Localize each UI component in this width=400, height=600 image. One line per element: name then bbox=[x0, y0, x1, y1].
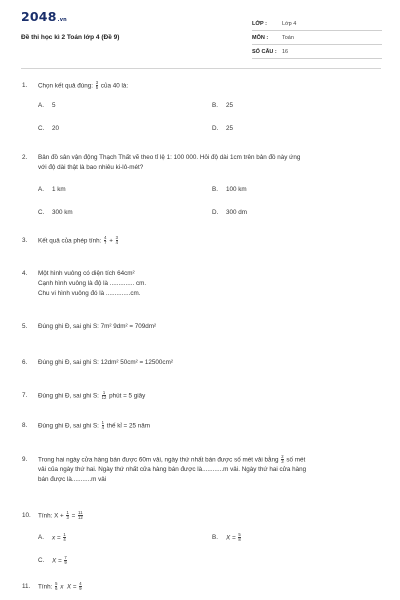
option-c[interactable]: C. X = $\frac{7}{9}$ bbox=[38, 555, 67, 566]
fraction: $\frac{4}{7}$ bbox=[104, 235, 107, 246]
fraction: $\frac{1}{4}$ bbox=[101, 420, 104, 431]
question-number: 11. bbox=[22, 583, 31, 590]
question-text: Đúng ghi Đ, sai ghi S: 12dm² 50cm² = 12500cm² bbox=[38, 359, 173, 366]
question-text: Đúng ghi Đ, sai ghi S: $\frac{1}{12}$ phút = 5 giây bbox=[38, 390, 146, 401]
meta-value: 16 bbox=[282, 48, 289, 55]
question-number: 3. bbox=[22, 237, 28, 244]
meta-label: LỚP : bbox=[252, 20, 267, 27]
option-a[interactable]: A. x = $\frac{1}{4}$ bbox=[38, 532, 66, 543]
question-number: 9. bbox=[22, 456, 28, 463]
meta-value: Toán bbox=[282, 34, 294, 41]
fraction: $\frac{1}{3}$ bbox=[66, 510, 69, 521]
fraction: $\frac{5}{8}$ bbox=[238, 532, 241, 543]
question-text: Một hình vuông có diện tích 64cm² Cạnh hình vuông là độ là .............. cm. Chu vi hình vuông đó là ..............cm. bbox=[38, 270, 147, 297]
option-d[interactable]: D. 300 dm bbox=[212, 209, 248, 216]
question-text: Chọn kết quả đúng: $\frac{3}{5}$ của 40 là: bbox=[38, 80, 129, 91]
question-number: 6. bbox=[22, 359, 28, 366]
page-title: Đề thi học kì 2 Toán lớp 4 (Đề 9) bbox=[21, 34, 120, 41]
question-text: Kết quả của phép tính: $\frac{4}{7}$ + $\frac{3}{4}$ bbox=[38, 235, 118, 246]
header-divider bbox=[21, 68, 381, 69]
question-text: Tính: X + $\frac{1}{3}$ = $\frac{11}{12}$ bbox=[38, 510, 83, 521]
fraction: $\frac{3}{4}$ bbox=[115, 235, 118, 246]
question-number: 10. bbox=[22, 512, 31, 519]
meta-row-question-count bbox=[252, 45, 382, 59]
fraction: $\frac{7}{9}$ bbox=[64, 555, 67, 566]
question-number: 2. bbox=[22, 154, 28, 161]
question-number: 5. bbox=[22, 323, 28, 330]
option-a[interactable]: A. 5 bbox=[38, 102, 56, 109]
fraction: $\frac{5}{6}$ bbox=[55, 581, 58, 592]
exam-meta bbox=[252, 17, 382, 59]
question-text: Trong hai ngày cửa hàng bán được 60m vải, ngày thứ nhất bán được số mét vải bằng $\frac{2}{3}$ số mét vải của ngày thứ hai. Ngày thứ nhất cửa hàng bán được là............m vải. Ngày thứ hai cửa hàng bán được là...........m vải bbox=[38, 454, 307, 484]
option-b[interactable]: B. 100 km bbox=[212, 186, 247, 193]
fraction: $\frac{3}{5}$ bbox=[95, 80, 99, 91]
question-number: 7. bbox=[22, 392, 28, 399]
fraction: $\frac{1}{12}$ bbox=[101, 390, 107, 401]
question-number: 8. bbox=[22, 422, 28, 429]
question-text: Bản đồ sân vận động Thạch Thất vẽ theo tỉ lệ 1: 100 000. Hỏi độ dài 1cm trên bản đồ này ứng với độ dài thật là bao nhiêu ki-lô-mét? bbox=[38, 154, 301, 171]
question-text: Đúng ghi Đ, sai ghi S: 7m² 9dm² = 709dm² bbox=[38, 323, 157, 330]
option-b[interactable]: B. 25 bbox=[212, 102, 234, 109]
meta-row-subject bbox=[252, 31, 382, 45]
fraction: $\frac{11}{12}$ bbox=[78, 510, 83, 521]
question-text: Tính: $\frac{5}{6}$ x X = $\frac{4}{9}$ bbox=[38, 581, 82, 592]
option-b[interactable]: B. X = $\frac{5}{8}$ bbox=[212, 532, 241, 543]
option-c[interactable]: C. 20 bbox=[38, 125, 60, 132]
option-a[interactable]: A. 1 km bbox=[38, 186, 66, 193]
fraction: $\frac{2}{3}$ bbox=[281, 454, 284, 465]
fraction: $\frac{1}{4}$ bbox=[63, 532, 66, 543]
meta-row-class bbox=[252, 17, 382, 31]
question-text: Đúng ghi Đ, sai ghi S: $\frac{1}{4}$ thế kỉ = 25 năm bbox=[38, 420, 150, 431]
site-logo[interactable]: 2048.vn bbox=[21, 9, 67, 24]
option-d[interactable]: D. 25 bbox=[212, 125, 234, 132]
question-number: 1. bbox=[22, 82, 28, 89]
meta-label: SỐ CÂU : bbox=[252, 48, 277, 55]
meta-value: Lớp 4 bbox=[282, 20, 297, 27]
option-c[interactable]: C. 300 km bbox=[38, 209, 73, 216]
question-number: 4. bbox=[22, 270, 28, 277]
meta-label: MÔN : bbox=[252, 34, 269, 41]
fraction: $\frac{4}{9}$ bbox=[79, 581, 82, 592]
